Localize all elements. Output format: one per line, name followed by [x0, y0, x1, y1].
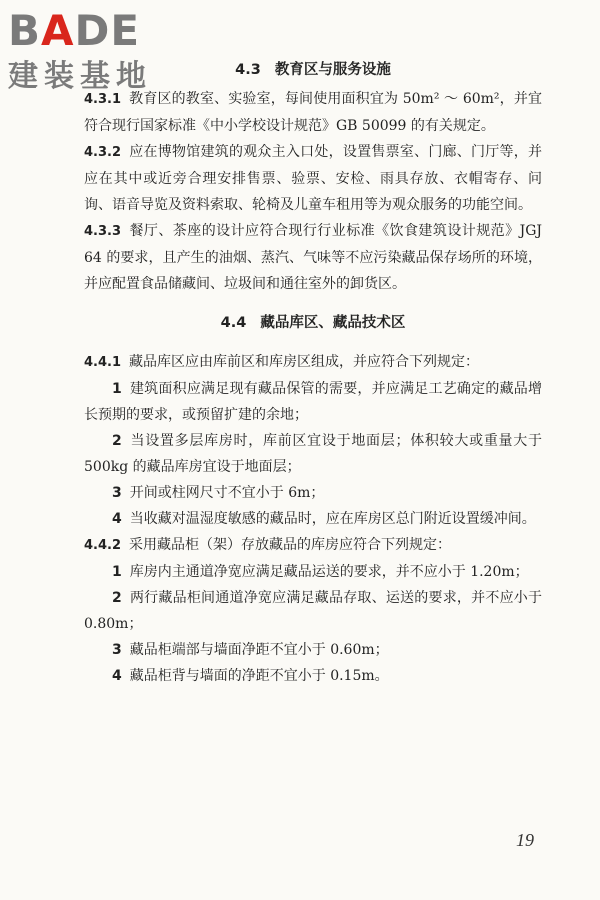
clause-4-3-2 — [84, 139, 542, 218]
clause-4-3-1 — [84, 86, 542, 139]
clause-4-4-1 — [84, 349, 542, 376]
clause-number: 4.3.1 — [84, 92, 122, 107]
document-page — [84, 58, 542, 689]
clause-text: 应在博物馆建筑的观众主入口处，设置售票室、门廊、门厅等，并应在其中或近旁合理安排售票、验票、安检、雨具存放、衣帽寄存、问询、语音导览及资料索取、轮椅及儿童车租用等为观众服务的功能空间。 — [84, 144, 542, 213]
item-number: 1 — [112, 564, 122, 580]
clause-text: 藏品库区应由库前区和库房区组成，并应符合下列规定： — [129, 354, 480, 370]
item-text: 藏品柜端部与墙面净距不宜小于 0.60m； — [129, 642, 389, 658]
section-number: 4.4 — [220, 315, 247, 331]
clause-number: 4.3.3 — [84, 224, 122, 239]
list-item — [84, 585, 542, 637]
logo-letters: DE — [74, 6, 141, 55]
clause-text: 教育区的教室、实验室，每间使用面积宜为 50m² ～ 60m²，并宜符合现行国家标准《中小学校设计规范》GB 50099 的有关规定。 — [84, 91, 542, 134]
item-text: 两行藏品柜间通道净宽应满足藏品存取、运送的要求，并不应小于 0.80m； — [84, 590, 542, 632]
item-number: 1 — [112, 381, 122, 397]
page-number: 19 — [516, 830, 534, 850]
item-text: 开间或柱网尺寸不宜小于 6m； — [129, 485, 325, 501]
item-text: 当设置多层库房时，库前区宜设于地面层；体积较大或重量大于 500kg 的藏品库房宜设于地面层； — [84, 433, 542, 475]
item-number: 4 — [112, 668, 122, 684]
logo-subtitle: 建装基地 — [8, 59, 152, 94]
clause-4-4-2 — [84, 532, 542, 559]
list-item — [84, 428, 542, 480]
logo-wordmark — [8, 8, 178, 54]
item-text: 建筑面积应满足现有藏品保管的需要，并应满足工艺确定的藏品增长预期的要求，或预留扩建的余地； — [84, 381, 542, 423]
clause-text: 餐厅、茶座的设计应符合现行行业标准《饮食建筑设计规范》JGJ 64 的要求，且产生的油烟、蒸汽、气味等不应污染藏品保存场所的环境，并应配置食品储藏间、垃圾间和通往室外的卸货区。 — [84, 223, 542, 292]
list-item — [84, 480, 542, 506]
logo-accent-letter: A — [41, 6, 75, 55]
item-text: 藏品柜背与墙面的净距不宜小于 0.15m。 — [129, 668, 389, 684]
item-text: 库房内主通道净宽应满足藏品运送的要求，并不应小于 1.20m； — [129, 564, 529, 580]
item-text: 当收藏对温湿度敏感的藏品时，应在库房区总门附近设置缓冲间。 — [129, 511, 536, 527]
clause-number: 4.3.2 — [84, 145, 122, 160]
item-number: 2 — [112, 590, 122, 606]
section-heading-4-4 — [84, 311, 542, 335]
clause-text: 采用藏品柜（架）存放藏品的库房应符合下列规定： — [129, 537, 452, 553]
clause-number: 4.4.2 — [84, 538, 122, 553]
list-item — [84, 559, 542, 585]
list-item — [84, 663, 542, 689]
section-number: 4.3 — [235, 62, 261, 78]
clause-number: 4.4.1 — [84, 355, 122, 370]
section-title: 教育区与服务设施 — [274, 61, 391, 78]
item-number: 2 — [112, 433, 122, 449]
section-title: 藏品库区、藏品技术区 — [260, 314, 406, 331]
item-number: 4 — [112, 511, 122, 527]
item-number: 3 — [112, 485, 122, 501]
clause-4-3-3 — [84, 218, 542, 297]
logo-letter: B — [8, 6, 42, 55]
list-item — [84, 637, 542, 663]
section-heading-4-3 — [84, 58, 542, 82]
list-item — [84, 376, 542, 428]
list-item — [84, 506, 542, 532]
item-number: 3 — [112, 642, 122, 658]
